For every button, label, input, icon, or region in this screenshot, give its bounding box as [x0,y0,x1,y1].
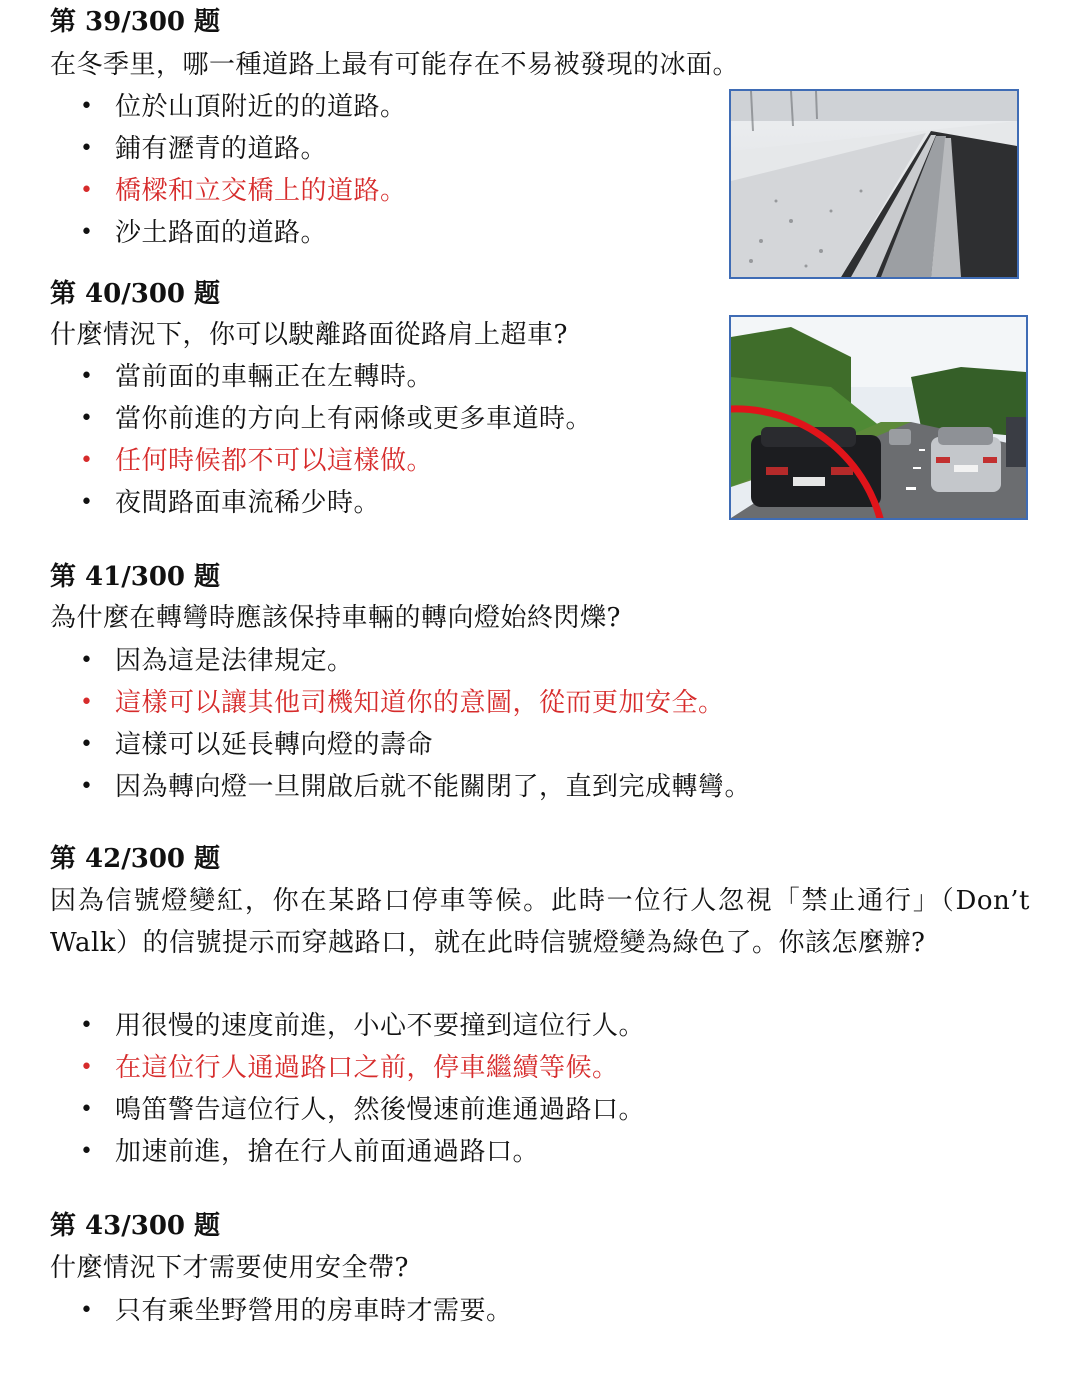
option-item: • 當前面的車輛正在左轉時。 [80,356,592,398]
answer-options [80,640,751,808]
option-item: • 這樣可以延長轉向燈的壽命 [80,724,751,766]
question-number: 第 42/300 题 [50,844,221,874]
question-text: 在冬季里，哪一種道路上最有可能存在不易被發現的冰面。 [50,50,740,80]
option-item: • 因為轉向燈一旦開啟后就不能關閉了，直到完成轉彎。 [80,766,751,808]
question-text: 什麼情況下才需要使用安全帶? [50,1253,409,1283]
option-item-correct: • 任何時候都不可以這樣做。 [80,440,592,482]
option-item: • 用很慢的速度前進，小心不要撞到這位行人。 [80,1005,645,1047]
option-item: • 當你前進的方向上有兩條或更多車道時。 [80,398,592,440]
answer-options [80,1005,645,1173]
option-item: • 只有乘坐野營用的房車時才需要。 [80,1290,513,1332]
snowy-road-image [731,91,1017,277]
option-item-correct: • 這樣可以讓其他司機知道你的意圖，從而更加安全。 [80,682,751,724]
question-number: 第 41/300 题 [50,562,221,592]
question-text: 什麼情況下，你可以駛離路面從路肩上超車? [50,320,568,350]
question-number: 第 43/300 题 [50,1211,221,1241]
question-number: 第 39/300 题 [50,7,221,37]
option-item: • 位於山頂附近的的道路。 [80,86,407,128]
option-item: • 夜間路面車流稀少時。 [80,482,592,524]
option-item: • 鳴笛警告這位行人，然後慢速前進通過路口。 [80,1089,645,1131]
road-shoulder-photo [729,315,1028,520]
option-item: • 沙土路面的道路。 [80,212,407,254]
option-item: • 加速前進，搶在行人前面通過路口。 [80,1131,645,1173]
snowy-road-photo [729,89,1019,279]
answer-options [80,356,592,524]
option-item: • 因為這是法律規定。 [80,640,751,682]
answer-options [80,86,407,254]
option-item-correct: • 橋樑和立交橋上的道路。 [80,170,407,212]
option-item: • 鋪有瀝青的道路。 [80,128,407,170]
road-traffic-image [731,317,1026,518]
option-item-correct: • 在這位行人通過路口之前，停車繼續等候。 [80,1047,645,1089]
answer-options [80,1290,513,1332]
question-text: 因為信號燈變紅，你在某路口停車等候。此時一位行人忽視「禁止通行」（Don’t Walk）的信號提示而穿越路口，就在此時信號燈變為綠色了。你該怎麼辦? [50,886,1030,958]
question-number: 第 40/300 题 [50,279,221,309]
question-text: 為什麼在轉彎時應該保持車輛的轉向燈始終閃爍? [50,603,621,633]
